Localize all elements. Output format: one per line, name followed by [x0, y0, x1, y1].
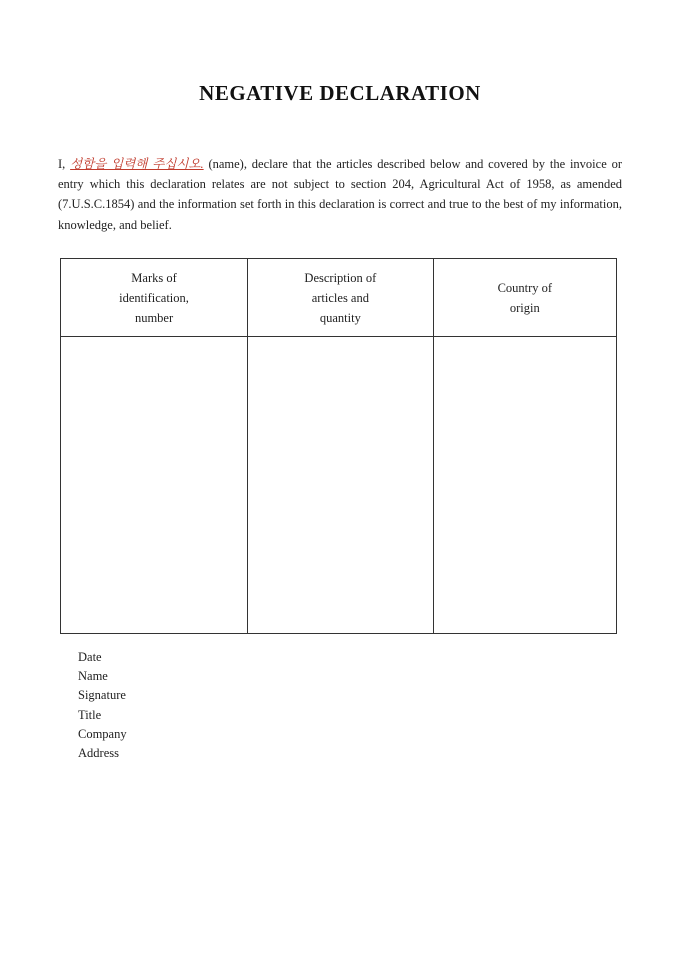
- description-cell[interactable]: [248, 337, 434, 634]
- articles-table: [60, 258, 617, 634]
- header-line: articles and: [311, 290, 369, 305]
- document-title: NEGATIVE DECLARATION: [199, 81, 481, 105]
- field-signature-label: Signature: [78, 688, 126, 703]
- signature-fields: [78, 648, 127, 763]
- header-country-of-origin: [433, 259, 616, 337]
- table-header-row: [61, 259, 617, 337]
- header-line: quantity: [319, 310, 361, 325]
- field-name-label: Name: [78, 669, 108, 684]
- field-company-label: Company: [78, 726, 127, 741]
- header-marks-of-identification: [61, 259, 248, 337]
- field-date-label: Date: [78, 650, 102, 664]
- header-description-of-articles: [248, 259, 434, 337]
- field-title-label: Title: [78, 707, 102, 722]
- header-line: number: [134, 310, 174, 325]
- marks-cell[interactable]: [61, 337, 248, 634]
- header-line: Description of: [304, 270, 377, 285]
- statement-body: (name), declare that the articles described below and covered by the invoice or entry which this declaration relates are not subject to section 204, Agricultural Act of 1958, as amended (7.U.S.C.1854) and the information set forth in this declaration is correct and true to the best of my information, knowledge, and belief.: [58, 157, 622, 232]
- field-address-label: Address: [78, 745, 119, 760]
- header-line: Marks of: [131, 270, 177, 285]
- header-line: origin: [509, 300, 540, 315]
- name-input-placeholder[interactable]: 성함을 입력해 주십시오.: [70, 157, 204, 171]
- header-line: identification,: [119, 290, 189, 305]
- header-line: Country of: [497, 280, 553, 295]
- statement-prefix: I,: [58, 157, 71, 171]
- table-row: [61, 337, 617, 634]
- country-cell[interactable]: [433, 337, 616, 634]
- declaration-statement: [58, 154, 622, 235]
